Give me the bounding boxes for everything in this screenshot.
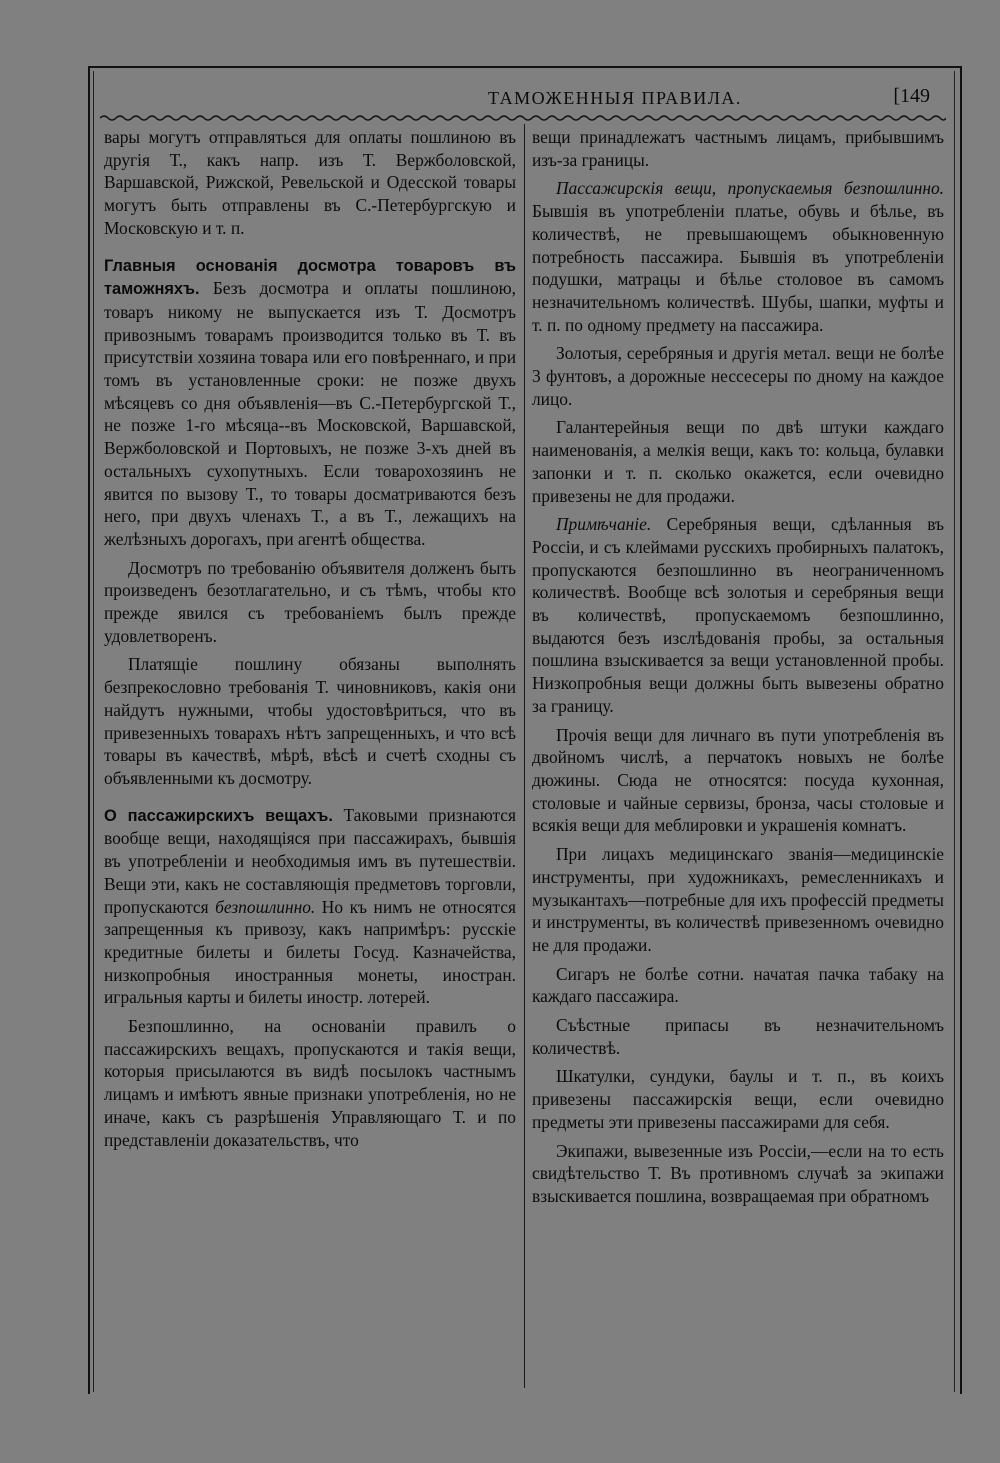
right-paragraph-2 xyxy=(532,177,944,336)
left-paragraph-6: Безпошлинно, на основаніи правилъ о пассажирскихъ вещахъ, пропускаются и такія вещи, которыя присылаются въ видѣ посылокъ частнымъ лицамъ и имѣютъ явные признаки употребленія, но не иначе, какъ съ разрѣшенія Управляющаго Т. и по представленіи доказательствъ, что xyxy=(104,1016,516,1150)
left-paragraph-2-text: Безъ досмотра и оплаты пошлиною, товаръ никому не выпускается изъ Т. Досмотръ привознымъ товарамъ производится только въ Т. въ присутствіи хозяина товара или его повѣреннаго, и при томъ въ установленные сроки: не позже двухъ мѣсяцевъ со дня объявленія—въ С.-Петербургской Т., не позже 1-го мѣсяца--въ Московской, Варшавской, Вержболовской и Портовыхъ, не позже 3-хъ дней въ остальныхъ сухопутныхъ. Если товарохозяинъ не явится по вызову Т., то товары досматриваются безъ него, при двухъ членахъ Т., а въ Т., лежащихъ на желѣзныхъ дорогахъ, при агентѣ общества. xyxy=(104,278,516,549)
right-paragraph-2-text: Бывшія въ употребленіи платье, обувь и бѣлье, въ количествѣ, не превышающемъ обыкновенную потребность пассажира. Бывшія въ употребленіи подушки, матрацы и бѣлье столовое въ самомъ незначительномъ количествѣ. Шубы, шапки, муфты и т. п. по одному предмету на пассажира. xyxy=(532,201,944,335)
wavy-rule xyxy=(100,112,946,124)
left-paragraph-3: Досмотръ по требованію объявителя долженъ быть произведенъ безотлагательно, и съ тѣмъ, чтобы кто прежде явился съ требованіемъ былъ прежде удовлетворенъ. xyxy=(104,557,516,646)
right-paragraph-5-text: Серебряныя вещи, сдѣланныя въ Россіи, и съ клеймами русскихъ пробирныхъ палатокъ, пропускаются безпошлинно въ неограниченномъ количествѣ. Вообще всѣ золотыя и серебряныя вещи въ количествѣ, пропускаемомъ безпошлинно, выдаются безъ изслѣдованія пробы, за остальныя пошлина взыскивается за вещи установленной пробы. Низкопробныя вещи должны быть вывезены обратно за границу. xyxy=(532,514,944,716)
right-paragraph-6: Прочія вещи для личнаго въ пути употребленія въ двойномъ числѣ, а перчатокъ новыхъ не болѣе дюжины. Сюда не относятся: посуда кухонная, столовые и чайные сервизы, бронза, часы столовые и всякія вещи для меблировки и украшенія комнатъ. xyxy=(532,724,944,836)
right-paragraph-11: Экипажи, вывезенные изъ Россіи,—если на то есть свидѣтельство Т. Въ противномъ случаѣ за экипажи взыскивается пошлина, возвращаемая при обратномъ xyxy=(532,1140,944,1206)
left-paragraph-2 xyxy=(104,254,516,551)
right-paragraph-8: Сигаръ не болѣе сотни. начатая пачка табаку на каждаго пассажира. xyxy=(532,963,944,1007)
running-header xyxy=(100,84,946,114)
left-paragraph-4: Платящіе пошлину обязаны выполнять безпрекословно требованія Т. чиновниковъ, какія они найдутъ нужными, чтобы удостовѣриться, что въ привезенныхъ товарахъ нѣтъ запрещенныхъ, и что всѣ товары въ качествѣ, мѣрѣ, вѣсѣ и счетѣ сходны съ объявленными къ досмотру. xyxy=(104,654,516,788)
section-heading-passenger: О пассажирскихъ вещахъ. xyxy=(104,806,333,825)
left-paragraph-5-text-a: Таковыми признаются вообще вещи, находящіяся при пассажирахъ, бывшія въ употребленіи и необходимыя имъ въ путешествіи. Вещи эти, какъ не составляющія предметовъ торговли, пропускаются xyxy=(104,804,516,917)
right-paragraph-9: Съѣстные припасы въ незначительномъ количествѣ. xyxy=(532,1015,944,1058)
left-column xyxy=(104,126,516,1157)
right-paragraph-5-italic: Примѣчаніе. xyxy=(556,514,652,535)
right-paragraph-3: Золотыя, серебряныя и другія метал. вещи не болѣе 3 фунтовъ, а дорожные нессесеры по дному на каждое лицо. xyxy=(532,343,944,409)
right-paragraph-5 xyxy=(532,513,944,717)
page-number: [149 xyxy=(893,85,930,107)
left-paragraph-5-italic: безпошлинно. xyxy=(215,896,316,917)
header-title: ТАМОЖЕННЫЯ ПРАВИЛА. xyxy=(488,88,742,108)
right-paragraph-1: вещи принадлежатъ частнымъ лицамъ, прибывшимъ изъ-за границы. xyxy=(532,127,944,170)
left-paragraph-5 xyxy=(104,804,516,1009)
left-paragraph-5-text-b: Но къ нимъ не относятся запрещенныя къ привозу, какъ напримѣръ: русскіе кредитные билеты и билеты Госуд. Казначейства, низкопробныя иностранныя монеты, иностран. игральныя карты и билеты иностр. лотерей. xyxy=(104,896,516,1008)
section-heading-inspection: Главныя основанія досмотра товаровъ въ таможняхъ. xyxy=(104,256,516,299)
right-paragraph-2-italic: Пассажирскія вещи, пропускаемыя безпошлинно. xyxy=(556,178,944,199)
column-divider xyxy=(524,124,525,1388)
right-paragraph-10: Шкатулки, сундуки, баулы и т. п., въ коихъ привезены пассажирскія вещи, если очевидно предметы эти привезены пассажирами для себя. xyxy=(532,1066,944,1132)
right-paragraph-4: Галантерейныя вещи по двѣ штуки каждаго наименованія, а мелкія вещи, какъ то: кольца, булавки запонки и т. п. сколько окажется, если очевидно привезены не для продажи. xyxy=(532,417,944,506)
right-column xyxy=(532,126,944,1214)
left-paragraph-1: вары могутъ отправляться для оплаты пошлиною въ другія Т., какъ напр. изъ Т. Вержболовской, Варшавской, Рижской, Ревельской и Одесской товары могутъ быть отправлены въ С.-Петербургскую и Московскую и т. п. xyxy=(104,127,516,238)
right-paragraph-7: При лицахъ медицинскаго званія—медицинскіе инструменты, при художникахъ, ремесленникахъ и музыкантахъ—потребные для ихъ профессій предметы и инструменты, въ количествѣ привезенномъ очевидно не для продажи. xyxy=(532,844,944,955)
